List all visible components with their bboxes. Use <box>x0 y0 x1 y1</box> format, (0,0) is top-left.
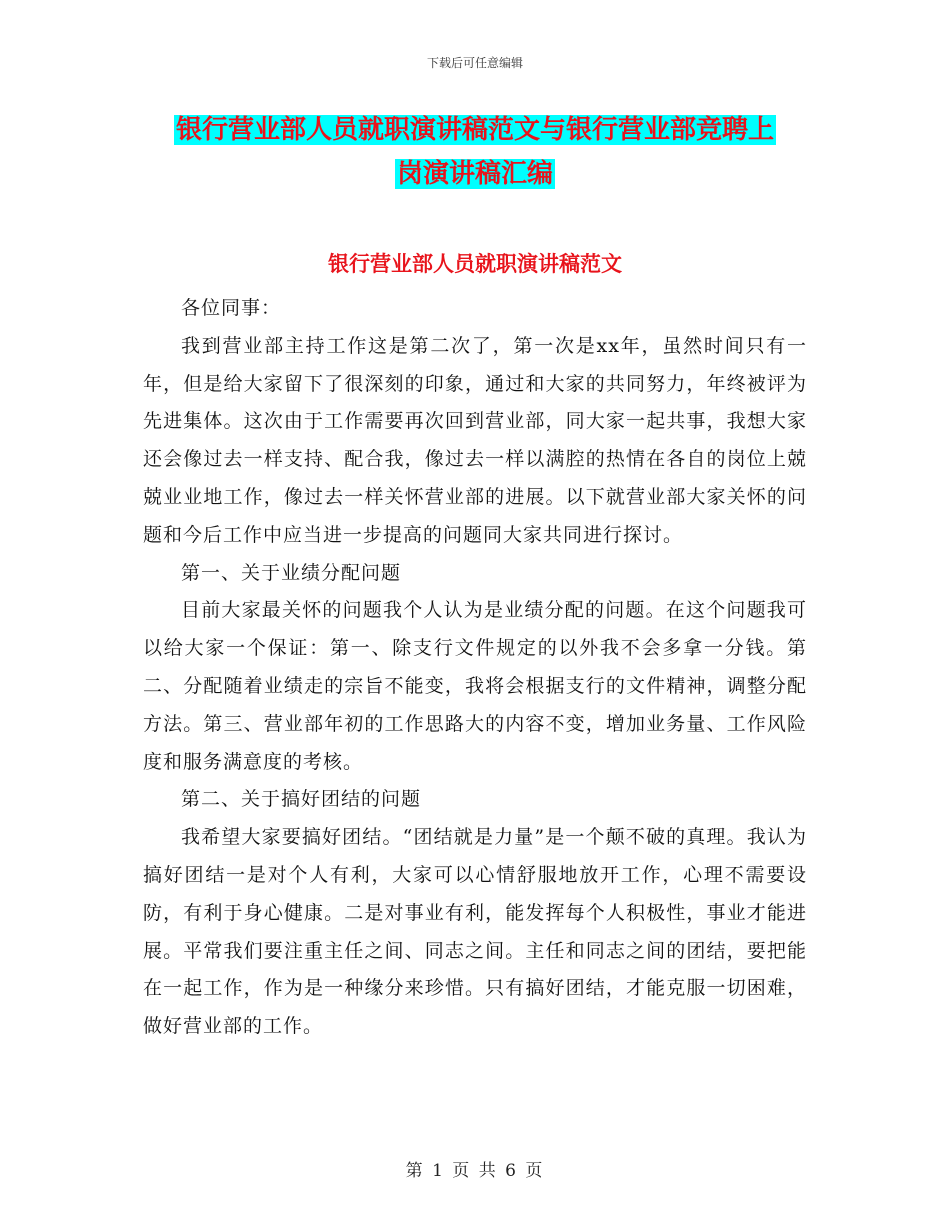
heading-unity: 第二、关于搞好团结的问题 <box>181 788 422 811</box>
heading-performance-allocation: 第一、关于业绩分配问题 <box>181 561 402 584</box>
document-title-line-2: 岗演讲稿汇编 <box>396 159 553 189</box>
paragraph-intro: 我到营业部主持工作这是第二次了，第一次是xx年，虽然时间只有一年，但是给大家留下了很深刻的印象，通过和大家的共同努力，年终被评为先进集体。这次由于工作需要再次回到营业部，同大家一起共事，我想大家还会像过去一样支持、配合我，像过去一样以满腔的热情在各自的岗位上兢兢业业地工作，像过去一样关怀营业部的进展。以下就营业部大家关怀的问题和今后工作中应当进一步提高的问题同大家共同进行探讨。 <box>143 334 807 546</box>
paragraph-salutation: 各位同事： <box>181 297 282 319</box>
document-title <box>0 108 950 196</box>
section-title: 银行营业部人员就职演讲稿范文 <box>328 252 622 276</box>
paragraph-performance-allocation: 目前大家最关怀的问题我个人认为是业绩分配的问题。在这个问题我可以给大家一个保证：第一、除支行文件规定的以外我不会多拿一分钱。第二、分配随着业绩走的宗旨不能变，我将会根据支行的文件精神，调整分配方法。第三、营业部年初的工作思路大的内容不变，增加业务量、工作风险度和服务满意度的考核。 <box>143 599 807 773</box>
header-note: 下载后可任意编辑 <box>426 56 523 70</box>
page-number-footer: 第 1 页 共 6 页 <box>405 1161 545 1181</box>
body-text <box>143 290 807 1046</box>
paragraph-unity: 我希望大家要搞好团结。“团结就是力量”是一个颠不破的真理。我认为搞好团结一是对个人有利，大家可以心情舒服地放开工作，心理不需要设防，有利于身心健康。二是对事业有利，能发挥每个人积极性，事业才能进展。平常我们要注重主任之间、同志之间。主任和同志之间的团结，要把能在一起工作，作为是一种缘分来珍惜。只有搞好团结，才能克服一切困难，做好营业部的工作。 <box>143 826 807 1038</box>
document-title-line-1: 银行营业部人员就职演讲稿范文与银行营业部竞聘上 <box>175 115 774 145</box>
